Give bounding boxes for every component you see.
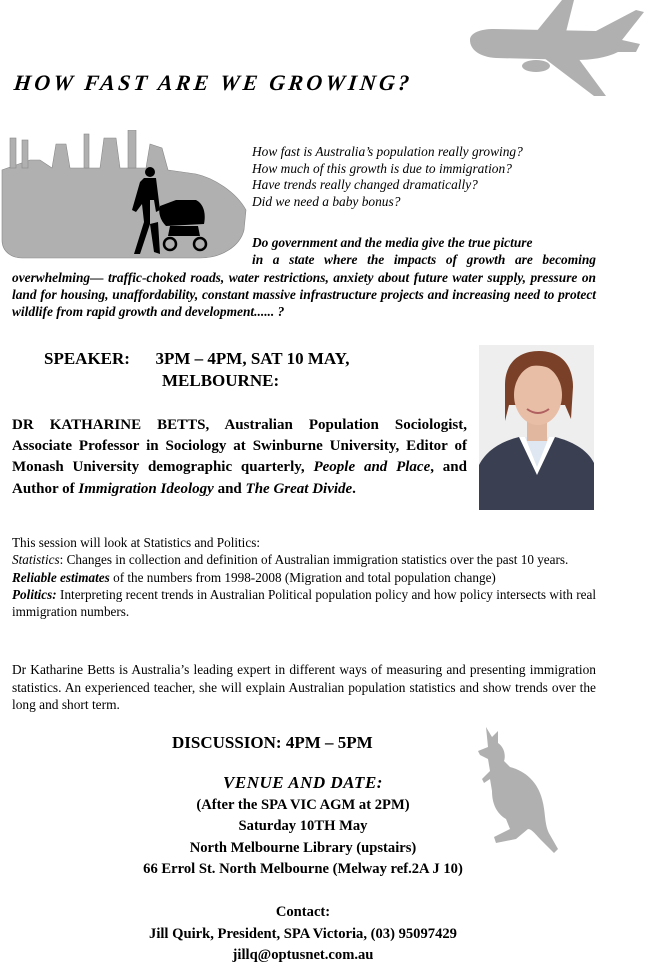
session-intro: This session will look at Statistics and Politics: — [12, 535, 260, 550]
session-topic-text: Interpreting recent trends in Australian Political population policy and how policy intersects with real immigration numbers. — [12, 586, 596, 620]
question-item: Have trends really changed dramatically? — [252, 177, 478, 192]
questions-list — [252, 144, 523, 210]
intro-paragraph — [12, 234, 596, 320]
intro-first-line: Do government and the media give the true picture — [252, 235, 533, 250]
question-item: Did we need a baby bonus? — [252, 193, 401, 209]
session-topic-text: : Changes in collection and definition of Australian immigration statistics over the past 10 years. — [59, 552, 569, 568]
venue-line: 66 Errol St. North Melbourne (Melway ref.2A J 10) — [143, 861, 463, 877]
discussion-heading: DISCUSSION: 4PM – 5PM — [172, 733, 373, 752]
speaker-time: 3PM – 4PM, SAT 10 MAY, — [155, 349, 350, 368]
kangaroo-icon — [476, 725, 560, 855]
venue-heading: VENUE AND DATE: — [223, 773, 383, 792]
intro-rest: in a state where the impacts of growth are becoming overwhelming— traffic-choked roads, water restrictions, anxiety about future water supply, pressure on land for housing, unaffordability, constant massive infrastructure projects and increasing need to protect wildlife from rapid growth and development...... ? — [12, 252, 596, 320]
contact-block — [0, 902, 606, 967]
speaker-place: MELBOURNE: — [162, 371, 280, 390]
session-topic-text: of the numbers from 1998-2008 (Migration and total population change) — [109, 569, 496, 585]
venue-line: (After the SPA VIC AGM at 2PM) — [196, 796, 410, 813]
venue-line: North Melbourne Library (upstairs) — [189, 839, 417, 856]
session-topic-label: Reliable estimates — [12, 569, 110, 585]
venue-line: Saturday 10TH May — [238, 818, 368, 834]
speaker-bio — [12, 415, 467, 500]
session-topic-label: Politics: — [12, 586, 57, 602]
bio-text: DR KATHARINE BETTS, Australian Population Sociologist, Associate Professor in Sociology at Swinburne University, Editor of Monash University demographic quarterly, — [12, 417, 467, 476]
journal-title: People and Place — [313, 459, 431, 476]
session-details — [12, 534, 596, 620]
contact-line: Jill Quirk, President, SPA Victoria, (03) 95097429 — [149, 925, 457, 942]
contact-email[interactable]: jillq@optusnet.com.au — [232, 947, 374, 963]
speaker-heading — [44, 348, 350, 392]
bio-text: and — [213, 480, 246, 497]
book-title: Immigration Ideology — [78, 480, 214, 497]
speaker-photo — [479, 345, 594, 510]
question-item: How much of this growth is due to immigration? — [252, 160, 512, 176]
bio-text: . — [352, 480, 356, 497]
session-topic-label: Statistics — [12, 552, 60, 568]
book-title: The Great Divide — [245, 480, 353, 497]
airplane-icon — [466, 0, 646, 100]
about-speaker: Dr Katharine Betts is Australia’s leading expert in different ways of measuring and presenting immigration statistics. An experienced teacher, she will explain Australian population statistics and show trends over the long and short term. — [12, 662, 596, 713]
contact-heading: Contact: — [275, 904, 331, 920]
speaker-label: SPEAKER: — [44, 349, 130, 368]
bio-text: , and Author of — [12, 459, 467, 497]
question-item: How fast is Australia’s population really growing? — [252, 144, 523, 159]
page-title: HOW FAST ARE WE GROWING? — [12, 70, 414, 95]
